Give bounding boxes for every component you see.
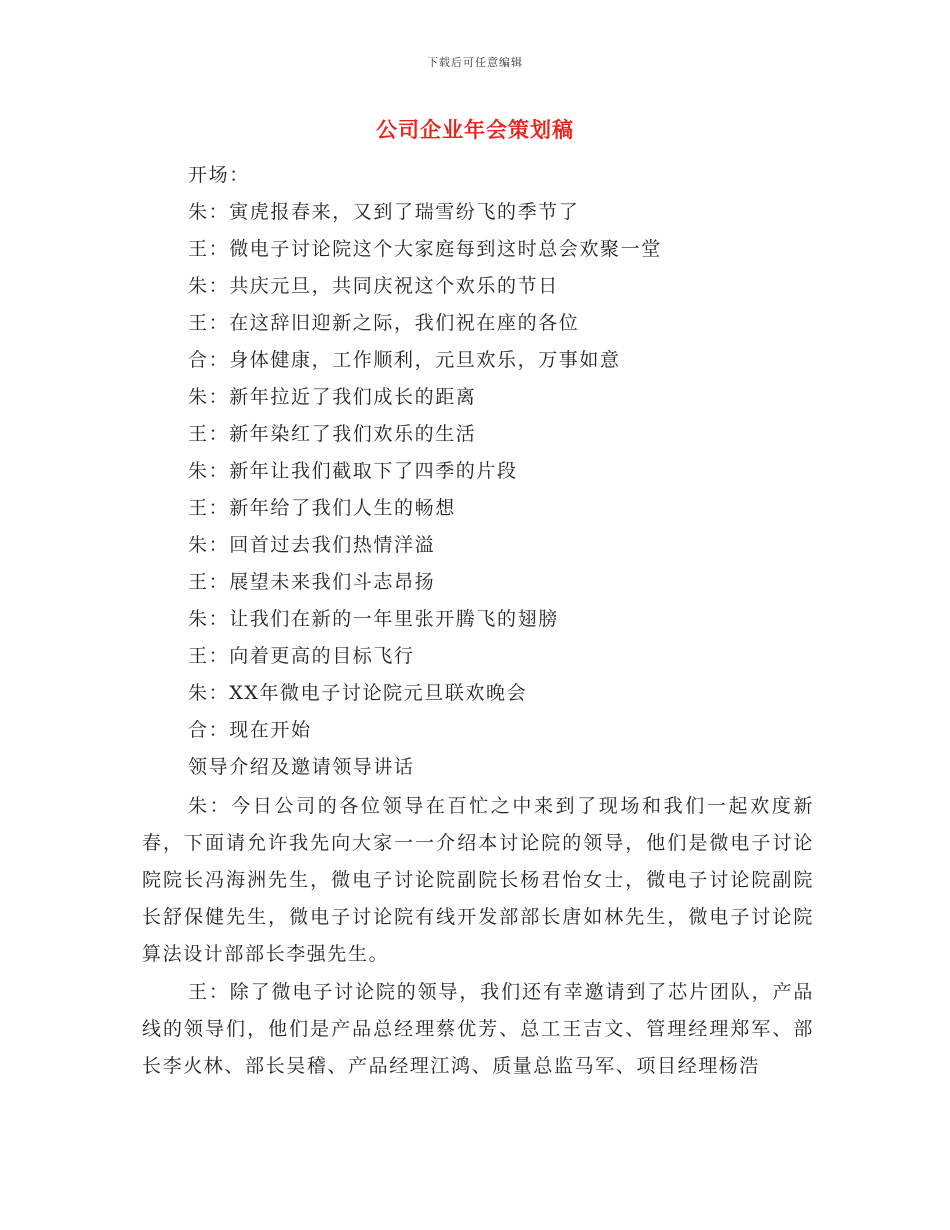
script-line: 王：展望未来我们斗志昂扬	[188, 571, 436, 593]
script-line: 开场：	[188, 164, 250, 186]
script-line: 朱：XX年微电子讨论院元旦联欢晚会	[188, 682, 528, 704]
script-line: 朱：新年让我们截取下了四季的片段	[188, 460, 518, 482]
paragraph-guest-intro: 王：除了微电子讨论院的领导，我们还有幸邀请到了芯片团队，产品线的领导们，他们是产品总经理蔡优芳、总工王吉文、管理经理郑军、部长李火林、部长吴稽、产品经理江鸿、质量总监马军、项目经理杨浩	[142, 981, 814, 1077]
script-line: 王：新年染红了我们欢乐的生活	[188, 423, 477, 445]
script-line: 合：现在开始	[188, 719, 312, 741]
script-line: 王：向着更高的目标飞行	[188, 645, 415, 667]
paragraph-leader-intro: 朱：今日公司的各位领导在百忙之中来到了现场和我们一起欢度新春，下面请允许我先向大家一一介绍本讨论院的领导，他们是微电子讨论院院长冯海洲先生，微电子讨论院副院长杨君怡女士，微电子讨论院副院长舒保健先生，微电子讨论院有线开发部部长唐如林先生，微电子讨论院算法设计部部长李强先生。	[142, 795, 814, 965]
script-line: 王：微电子讨论院这个大家庭每到这时总会欢聚一堂	[188, 238, 662, 260]
script-line: 朱：共庆元旦，共同庆祝这个欢乐的节日	[188, 275, 559, 297]
header-note: 下载后可任意编辑	[427, 56, 523, 69]
document-title: 公司企业年会策划稿	[376, 117, 574, 142]
script-line: 朱：寅虎报春来，又到了瑞雪纷飞的季节了	[188, 201, 580, 223]
script-lines	[188, 158, 828, 787]
script-line: 王：在这辞旧迎新之际，我们祝在座的各位	[188, 312, 580, 334]
section-heading: 领导介绍及邀请领导讲话	[188, 756, 415, 778]
script-line: 朱：新年拉近了我们成长的距离	[188, 386, 477, 408]
script-line: 朱：回首过去我们热情洋溢	[188, 534, 436, 556]
script-line: 合：身体健康，工作顺利，元旦欢乐，万事如意	[188, 349, 621, 371]
script-line: 王：新年给了我们人生的畅想	[188, 497, 456, 519]
script-line: 朱：让我们在新的一年里张开腾飞的翅膀	[188, 608, 559, 630]
